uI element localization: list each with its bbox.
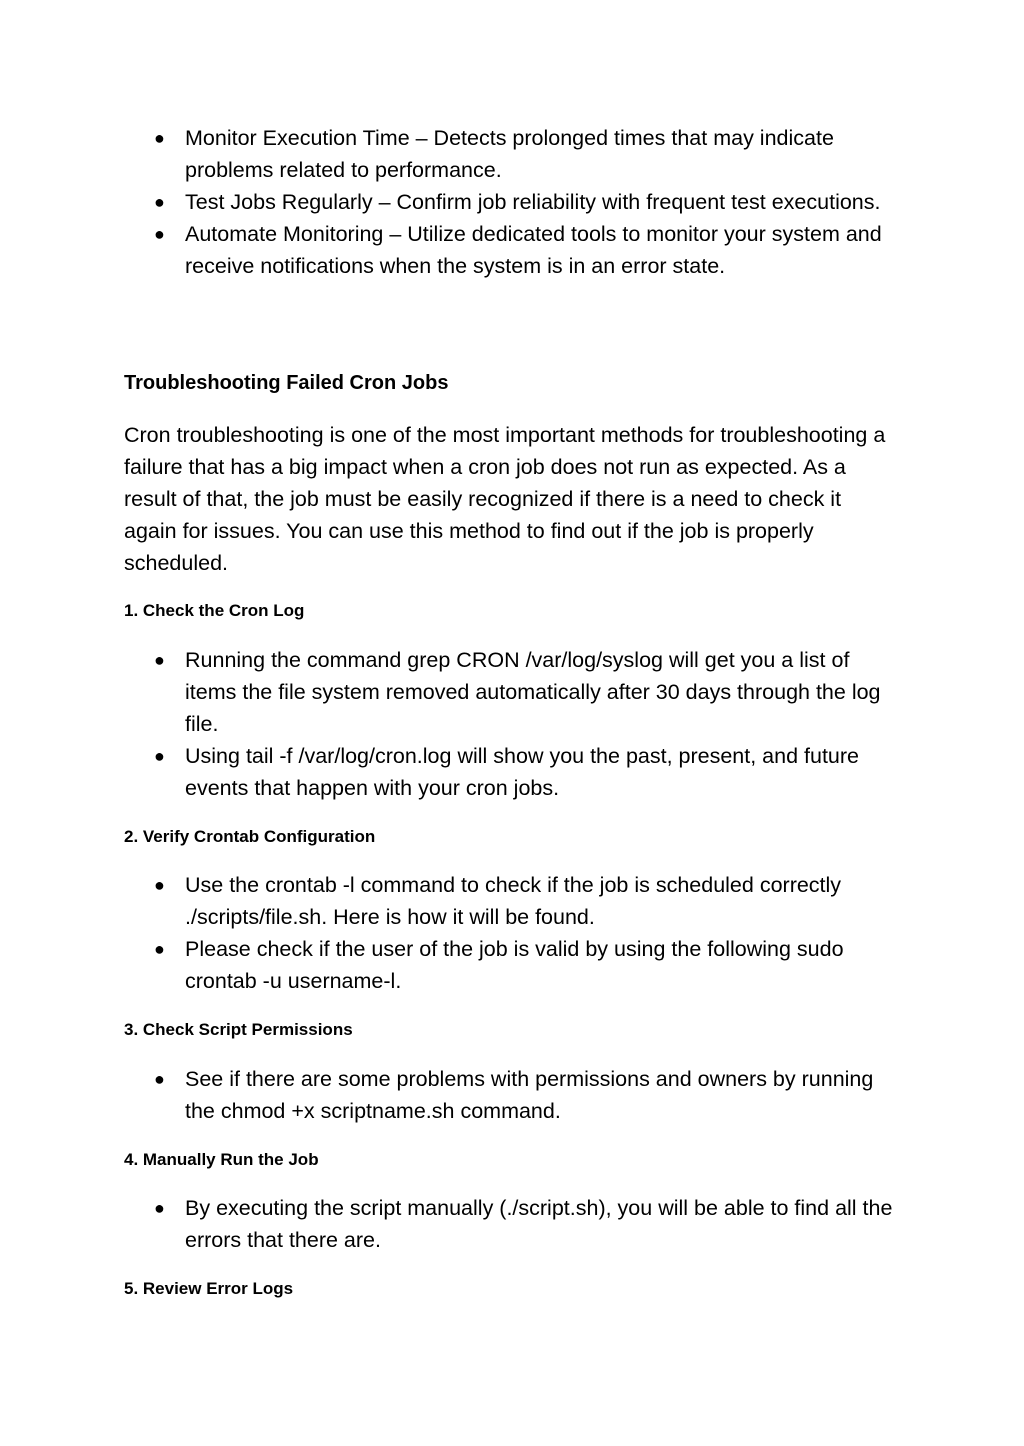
step-bullet-list xyxy=(124,869,904,997)
list-item xyxy=(124,644,904,740)
step-heading: 3. Check Script Permissions xyxy=(124,1020,353,1039)
bullet-icon: ● xyxy=(154,128,165,148)
bullet-icon: ● xyxy=(154,875,165,895)
list-item-text: See if there are some problems with permissions and owners by running the chmod +x scriptname.sh command. xyxy=(185,1067,874,1123)
list-item xyxy=(124,1192,904,1256)
list-item xyxy=(124,186,904,218)
list-item-text: Monitor Execution Time – Detects prolonged times that may indicate problems related to performance. xyxy=(185,126,834,182)
step-bullet-list xyxy=(124,644,904,804)
step-bullet-list xyxy=(124,1063,904,1127)
step-heading: 5. Review Error Logs xyxy=(124,1279,294,1298)
list-item-text: Running the command grep CRON /var/log/syslog will get you a list of items the file system removed automatically after 30 days through the log file. xyxy=(185,648,881,736)
bullet-icon: ● xyxy=(154,939,165,959)
intro-paragraph: Cron troubleshooting is one of the most important methods for troubleshooting a failure that has a big impact when a cron job does not run as expected. As a result of that, the job must be easily recognized if there is a need to check it again for issues. You can use this method to find out if the job is properly scheduled. xyxy=(124,423,886,575)
step-bullet-list xyxy=(124,1192,904,1256)
bullet-icon: ● xyxy=(154,650,165,670)
step-heading: 1. Check the Cron Log xyxy=(124,601,305,620)
step-heading: 4. Manually Run the Job xyxy=(124,1150,319,1169)
bullet-icon: ● xyxy=(154,1069,165,1089)
list-item-text: Using tail -f /var/log/cron.log will show you the past, present, and future events that happen with your cron jobs. xyxy=(185,744,860,800)
bullet-icon: ● xyxy=(154,746,165,766)
list-item-text: By executing the script manually (./script.sh), you will be able to find all the errors that there are. xyxy=(185,1196,893,1252)
list-item-text: Please check if the user of the job is valid by using the following sudo crontab -u username-l. xyxy=(185,937,844,993)
section-heading: Troubleshooting Failed Cron Jobs xyxy=(124,372,449,394)
list-item-text: Use the crontab -l command to check if the job is scheduled correctly ./scripts/file.sh. Here is how it will be found. xyxy=(185,873,842,929)
list-item xyxy=(124,122,904,186)
top-bullet-list xyxy=(124,122,904,282)
bullet-icon: ● xyxy=(154,224,165,244)
list-item xyxy=(124,1063,904,1127)
bullet-icon: ● xyxy=(154,1198,165,1218)
list-item xyxy=(124,869,904,933)
list-item xyxy=(124,740,904,804)
list-item-text: Test Jobs Regularly – Confirm job reliability with frequent test executions. xyxy=(185,190,881,214)
step-heading: 2. Verify Crontab Configuration xyxy=(124,827,376,846)
bullet-icon: ● xyxy=(154,192,165,212)
list-item-text: Automate Monitoring – Utilize dedicated tools to monitor your system and receive notifications when the system is in an error state. xyxy=(185,222,882,278)
list-item xyxy=(124,218,904,282)
list-item xyxy=(124,933,904,997)
